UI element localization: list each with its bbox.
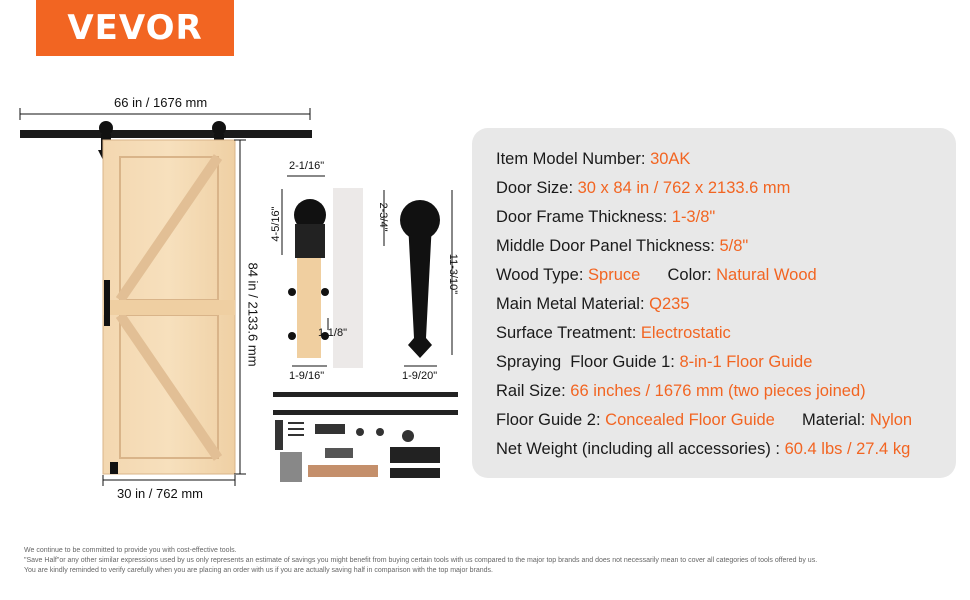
spec-value: Concealed Floor Guide: [605, 411, 775, 429]
spec-label: Net Weight (including all accessories) :: [496, 440, 780, 458]
hardware-parts: [273, 392, 458, 482]
spec-label: Door Frame Thickness:: [496, 208, 668, 226]
spec-value: Natural Wood: [716, 266, 817, 284]
hanger-side-label: 1-1/8": [318, 327, 347, 339]
door-handle: [104, 280, 110, 326]
spec-value: Spruce: [588, 266, 641, 284]
hanger-bottom-width-label: 1-9/16": [289, 370, 325, 382]
spec-label: Wood Type:: [496, 266, 584, 284]
spec-label: Middle Door Panel Thickness:: [496, 237, 715, 255]
spec-floor-guide-2: [496, 411, 912, 430]
rail: [20, 130, 312, 138]
brand-logo: VEVOR: [36, 0, 234, 56]
spec-frame-thickness: [496, 208, 715, 227]
spec-model: [496, 150, 690, 169]
spec-label: Color:: [667, 266, 712, 284]
spec-value: Q235: [649, 295, 690, 313]
spec-net-weight: [496, 440, 910, 459]
spec-value: 60.4 lbs / 27.4 kg: [784, 440, 911, 458]
spec-label: Rail Size:: [496, 382, 566, 400]
spec-value: 66 inches / 1676 mm (two pieces joined): [570, 382, 866, 400]
spec-surface: [496, 324, 731, 343]
spec-value: Electrostatic: [640, 324, 731, 342]
spec-wood-type: [496, 266, 817, 285]
door-height-label: 84 in / 2133.6 mm: [245, 262, 261, 367]
spec-label: Main Metal Material:: [496, 295, 645, 313]
rail-width-label: 66 in / 1676 mm: [114, 95, 208, 110]
disclaimer-line: We continue to be committed to provide you with cost-effective tools.: [24, 547, 237, 554]
disclaimer-line: You are kindly reminded to verify carefully when you are placing an order with us if you are actually saving half in comparison with the top major brands.: [24, 567, 493, 574]
spec-value: 30 x 84 in / 762 x 2133.6 mm: [577, 179, 791, 197]
floor-guide: [110, 462, 118, 474]
spec-label: Floor Guide 2:: [496, 411, 601, 429]
spec-label: Spraying Floor Guide 1:: [496, 353, 675, 371]
door-width-dimension-line: [103, 475, 235, 486]
door-width-label: 30 in / 762 mm: [117, 486, 203, 501]
disclaimer-line: "Save Half"or any other similar expressions used by us only represents an estimate of savings you might benefit from buying certain tools with us compared to the major top brands and does not necessarily mean to cover all categories of tools offered by us.: [24, 557, 818, 564]
spec-label: Material:: [802, 411, 866, 429]
door-panel-edge: [333, 188, 363, 368]
spec-rail-size: [496, 382, 866, 401]
spec-value: 1-3/8": [671, 208, 716, 226]
hanger-height-label: 4-5/16": [270, 206, 282, 242]
door-height-dimension-line: [234, 140, 246, 474]
spec-label: Surface Treatment:: [496, 324, 637, 342]
spec-value: Nylon: [869, 411, 913, 429]
spec-value: 30AK: [650, 150, 691, 168]
hanger-top-width-label: 2-1/16": [289, 160, 325, 172]
strap-front-view: [384, 190, 452, 366]
spec-floor-guide-1: [496, 353, 812, 372]
spec-value: 5/8": [719, 237, 749, 255]
disclaimer: [24, 546, 954, 576]
strap-length-label: 11-3/10": [447, 253, 459, 295]
spec-metal: [496, 295, 690, 314]
spec-panel-thickness: [496, 237, 748, 256]
spec-label: Door Size:: [496, 179, 574, 197]
barn-door: [103, 140, 235, 474]
spec-label: Item Model Number:: [496, 150, 646, 168]
specifications-panel: [472, 128, 956, 478]
strap-width-label: 1-9/20": [402, 370, 438, 382]
spec-value: 8-in-1 Floor Guide: [679, 353, 813, 371]
barn-door-illustration: [0, 0, 470, 545]
strap-wheel-height-label: 2-3/4": [377, 202, 389, 232]
spec-door-size: [496, 179, 790, 198]
